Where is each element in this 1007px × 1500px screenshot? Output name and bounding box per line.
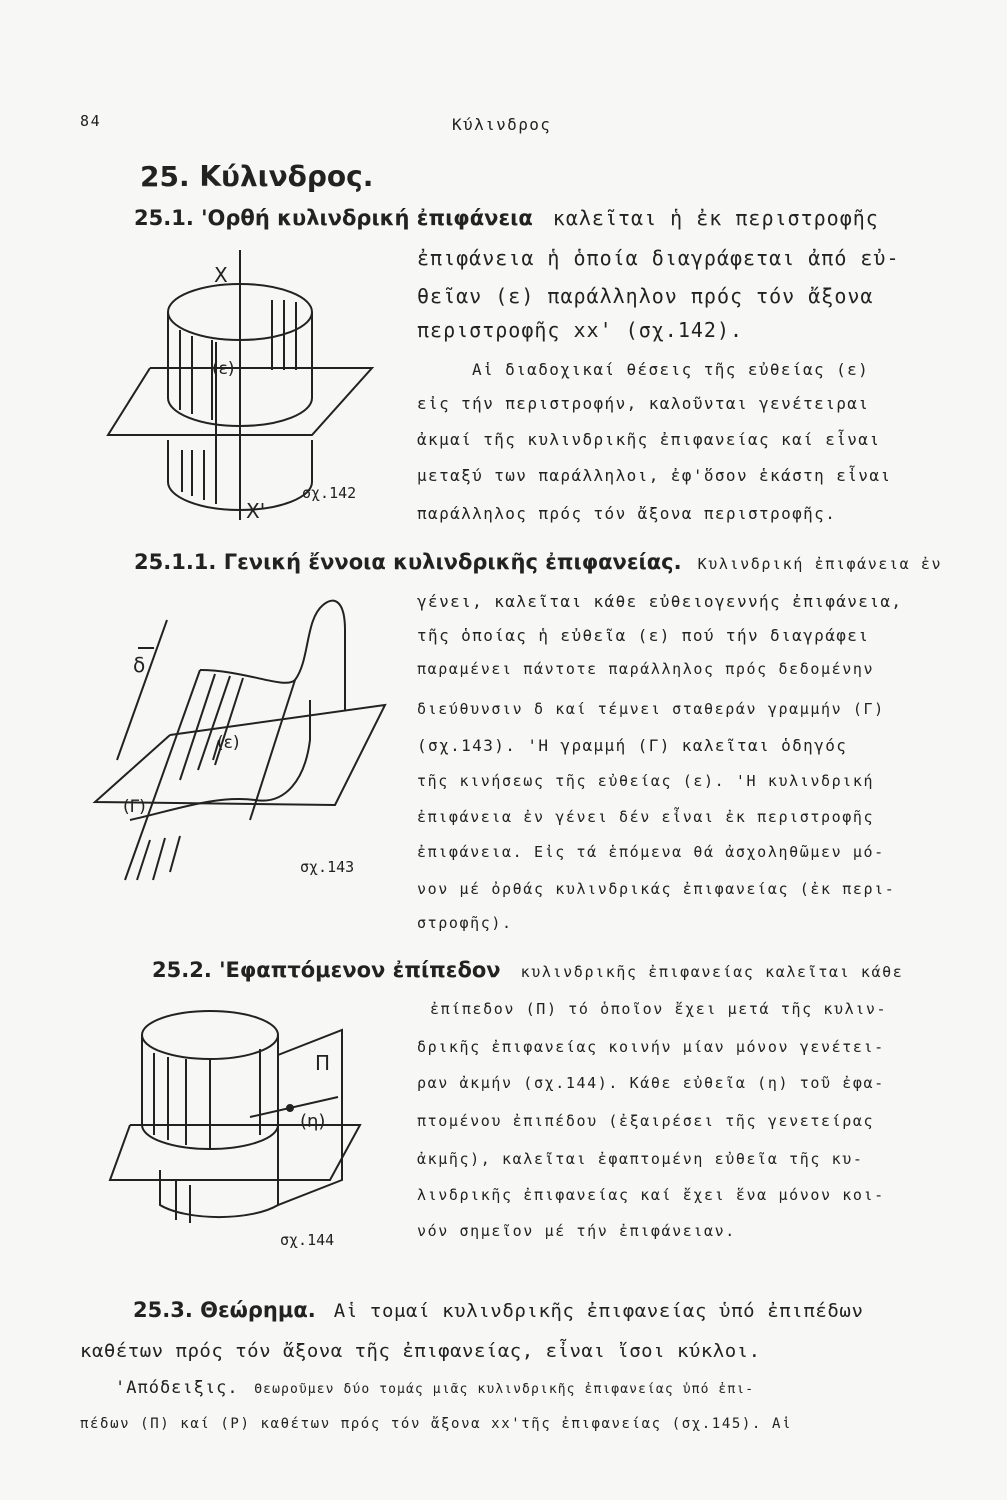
ruling-1 [180, 674, 215, 780]
cylinder-lower [160, 1170, 278, 1217]
fig144-label-pi: Π [315, 1051, 331, 1075]
top-ellipse [142, 1011, 278, 1059]
s25-1-1-line-5: (σχ.143). 'Η γραμμή (Γ) καλεῖται ὁδηγός [417, 736, 848, 755]
fig142-label-e: (ε) [212, 359, 235, 379]
direction-line [117, 620, 167, 760]
s25-1-1-line-6: τῆς κινήσεως τῆς εὐθείας (ε). 'Η κυλινδρική [417, 772, 875, 790]
s25-1-1-line-7: ἐπιφάνεια ἐν γένει δέν εἶναι ἐκ περιστροφῆς [417, 808, 875, 826]
s25-1-para2-line-3: ἀκμαί τῆς κυλινδρικῆς ἐπιφανείας καί εἶναι [417, 430, 881, 449]
fig143-label-e: (ε) [217, 733, 240, 753]
s25-2-first-line [152, 958, 903, 982]
proof-line-2: πέδων (Π) καί (Ρ) καθέτων πρός τόν ἄξονα xx'τῆς ἐπιφανείας (σχ.145). Αἱ [80, 1416, 793, 1432]
s25-1-para2-line-5: παράλληλος πρός τόν ἄξονα περιστροφῆς. [417, 504, 837, 523]
fig142-label-x-prime: X' [246, 499, 266, 523]
guide-surface-top [200, 601, 345, 710]
fig143-caption: σχ.143 [300, 858, 355, 876]
s25-1-line-1: ἐπιφάνεια ἡ ὁποία διαγράφεται ἀπό εὐ- [417, 246, 900, 270]
s25-1-1-line-9: νον μέ ὀρθάς κυλινδρικάς ἐπιφανείας (ἐκ περι- [417, 880, 896, 898]
page-number: 84 [80, 112, 102, 130]
s25-1-first-line [134, 206, 879, 230]
figure-143 [95, 590, 395, 880]
fig142-caption: σχ.142 [302, 484, 357, 502]
fig142-label-x: X [214, 263, 228, 287]
s25-1-first-rest: καλεῖται ἡ ἐκ περιστροφῆς [552, 206, 879, 230]
s25-1-para2-line-4: μεταξύ των παράλληλοι, ἐφ'ὅσον ἑκάστη εἶναι [417, 466, 892, 485]
contact-point [287, 1105, 293, 1111]
fig144-label-eta: (η) [300, 1111, 326, 1132]
ruling-lower-2 [153, 838, 165, 880]
s25-1-1-line-2: τῆς ὁποίας ἡ εὐθεῖα (ε) πού τήν διαγράφει [417, 626, 870, 645]
fig143-label-gamma: (Γ) [123, 797, 146, 817]
s25-1-1-first-line [134, 550, 942, 574]
s25-1-line-3: περιστροφῆς xx' (σχ.142). [417, 318, 744, 342]
proof-label: 'Απόδειξις. [115, 1378, 239, 1398]
ruling-lower-1 [137, 840, 150, 880]
s25-2-line-3: ραν ἀκμήν (σχ.144). Κάθε εὐθεῖα (η) τοῦ ἐφα- [417, 1074, 885, 1092]
figure-144 [110, 1005, 370, 1255]
plane [95, 705, 385, 805]
s25-2-line-5: ἀκμῆς), καλεῖται ἐφαπτομένη εὐθεῖα τῆς κυ- [417, 1150, 864, 1168]
s25-1-1-heading: 25.1.1. Γενική ἔννοια κυλινδρικῆς ἐπιφανείας. [134, 550, 682, 574]
s25-1-heading: 25.1. 'Ορθή κυλινδρική ἐπιφάνεια [134, 206, 533, 230]
s25-2-heading: 25.2. 'Εφαπτόμενον ἐπίπεδον [152, 958, 501, 982]
s25-3-first-line [133, 1298, 864, 1322]
s25-3-first-rest: Αἱ τομαί κυλινδρικῆς ἐπιφανείας ὑπό ἐπιπέδων [333, 1300, 864, 1322]
figure-142 [100, 250, 420, 530]
base-plane [110, 1125, 360, 1180]
s25-2-line-6: λινδρικῆς ἐπιφανείας καί ἔχει ἕνα μόνον κοι- [417, 1186, 885, 1204]
s25-1-para2-line-2: εἰς τήν περιστροφήν, καλοῦνται γενέτειραι [417, 394, 870, 413]
ruling-lower-3 [170, 836, 180, 872]
running-title: Κύλινδρος [452, 115, 552, 134]
fig143-label-delta: δ [133, 653, 146, 677]
s25-3-heading: 25.3. Θεώρημα. [133, 1298, 316, 1322]
s25-1-1-line-4: διεύθυνσιν δ καί τέμνει σταθεράν γραμμήν (Γ) [417, 700, 885, 718]
section-title: 25. Κύλινδρος. [140, 160, 374, 193]
s25-2-line-1: ἐπίπεδον (Π) τό ὁποῖον ἔχει μετά τῆς κυλιν- [430, 1000, 888, 1018]
s25-2-line-7: νόν σημεῖον μέ τήν ἐπιφάνειαν. [417, 1222, 736, 1240]
s25-1-line-2: θεῖαν (ε) παράλληλον πρός τόν ἄξονα [417, 284, 874, 308]
s25-3-line-2: καθέτων πρός τόν ἄξονα τῆς ἐπιφανείας, εἶναι ἴσοι κύκλοι. [80, 1340, 761, 1362]
s25-2-line-2: δρικῆς ἐπιφανείας κοινήν μίαν μόνον γενέτει- [417, 1038, 885, 1056]
s25-1-1-first-rest: Κυλινδρική ἐπιφάνεια ἐν [697, 555, 943, 573]
fig144-caption: σχ.144 [280, 1231, 335, 1249]
s25-1-para2-line-1: Αἱ διαδοχικαί θέσεις τῆς εὐθείας (ε) [472, 360, 870, 379]
s25-1-1-line-10: στροφῆς). [417, 914, 513, 932]
proof-rest: Θεωροῦμεν δύο τομάς μιᾶς κυλινδρικῆς ἐπιφανείας ὑπό ἐπι- [254, 1382, 755, 1397]
s25-1-1-line-8: ἐπιφάνεια. Εἰς τά ἑπόμενα θά ἀσχοληθῶμεν μό- [417, 843, 885, 861]
s25-2-line-4: πτομένου ἐπιπέδου (ἐξαιρέσει τῆς γενετείρας [417, 1112, 875, 1130]
s25-1-1-line-1: γένει, καλεῖται κάθε εὐθειογεννής ἐπιφάνεια, [417, 592, 903, 611]
s25-2-first-rest: κυλινδρικῆς ἐπιφανείας καλεῖται κάθε [520, 963, 904, 981]
proof-line-1 [115, 1378, 754, 1398]
s25-1-1-line-3: παραμένει πάντοτε παράλληλος πρός δεδομένην [417, 660, 875, 678]
